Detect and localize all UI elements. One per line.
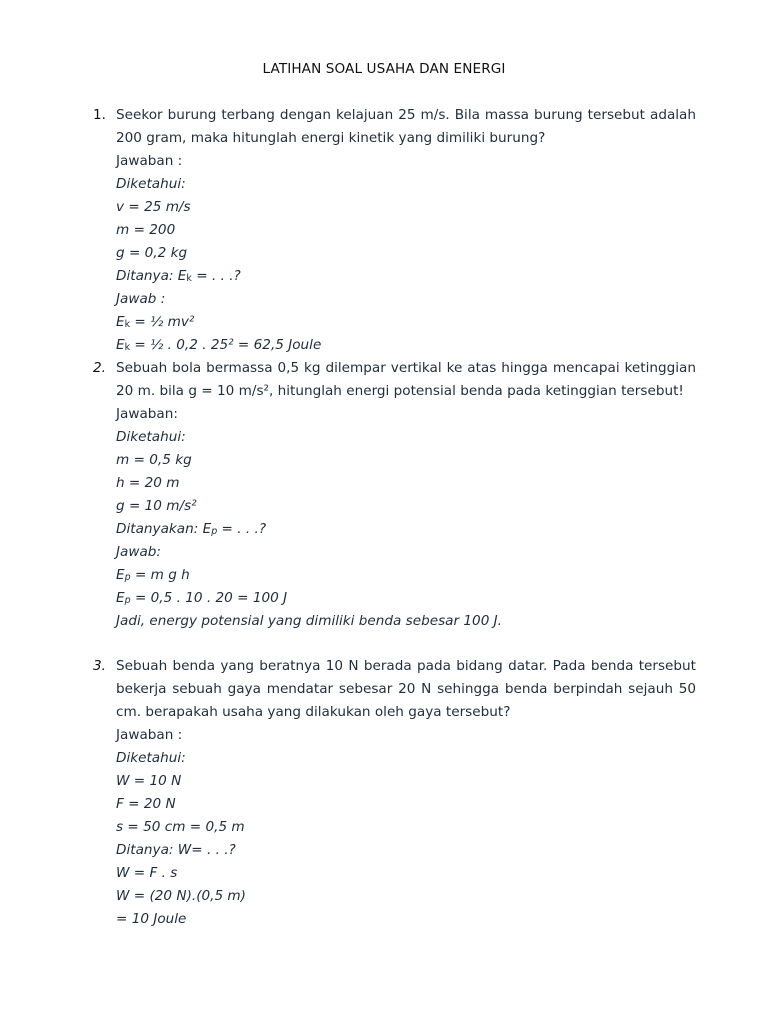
question-text: Seekor burung terbang dengan kelajuan 25 m/s. Bila massa burung tersebut adalah 200 gram, maka hitunglah energi kinetik yang dimiliki burung?: [116, 107, 696, 146]
given-distance: s = 50 cm = 0,5 m: [116, 819, 245, 835]
given-mass: m = 200: [116, 222, 176, 238]
given-height: h = 20 m: [116, 475, 180, 491]
solution-label: Jawab :: [116, 291, 166, 307]
document-title: LATIHAN SOAL USAHA DAN ENERGI: [262, 61, 506, 77]
given-label: Diketahui:: [116, 750, 186, 766]
question-body: [116, 104, 696, 357]
conclusion-line: Jadi, energy potensial yang dimiliki benda sebesar 100 J.: [116, 613, 502, 629]
answer-label: Jawaban:: [116, 406, 178, 422]
asked-line: Ditanya: Ek = . . .?: [116, 268, 241, 284]
question-number: 1.: [93, 107, 106, 123]
result-line: = 10 Joule: [116, 911, 187, 927]
given-mass: m = 0,5 kg: [116, 452, 192, 468]
asked-line: Ditanyakan: Ep = . . .?: [116, 521, 267, 537]
formula-line: Ek = ½ mv²: [116, 314, 195, 330]
given-label: Diketahui:: [116, 429, 186, 445]
given-velocity: v = 25 m/s: [116, 199, 191, 215]
given-label: Diketahui:: [116, 176, 186, 192]
answer-label: Jawaban :: [116, 727, 183, 743]
question-text: Sebuah bola bermassa 0,5 kg dilempar vertikal ke atas hingga mencapai ketinggian 20 m. bila g = 10 m/s², hitunglah energi potensial benda pada ketinggian tersebut!: [116, 360, 696, 399]
solution-label: Jawab:: [116, 544, 161, 560]
asked-line: Ditanya: W= . . .?: [116, 842, 236, 858]
formula-line: W = F . s: [116, 865, 178, 881]
given-g: g = 10 m/s²: [116, 498, 197, 514]
result-line: Ek = ½ . 0,2 . 25² = 62,5 Joule: [116, 337, 322, 353]
question-number: 2.: [93, 360, 106, 376]
question-body: [116, 655, 696, 931]
substitution-line: W = (20 N).(0,5 m): [116, 888, 246, 904]
question-body: [116, 357, 696, 633]
given-force: F = 20 N: [116, 796, 176, 812]
given-g: g = 0,2 kg: [116, 245, 188, 261]
question-text: Sebuah benda yang beratnya 10 N berada pada bidang datar. Pada benda tersebut bekerja sebuah gaya mendatar sebesar 20 N sehingga benda berpindah sejauh 50 cm. berapakah usaha yang dilakukan oleh gaya tersebut?: [116, 658, 696, 720]
answer-label: Jawaban :: [116, 153, 183, 169]
result-line: Ep = 0,5 . 10 . 20 = 100 J: [116, 590, 288, 606]
formula-line: Ep = m g h: [116, 567, 190, 583]
question-number: 3.: [93, 658, 106, 674]
given-weight: W = 10 N: [116, 773, 182, 789]
